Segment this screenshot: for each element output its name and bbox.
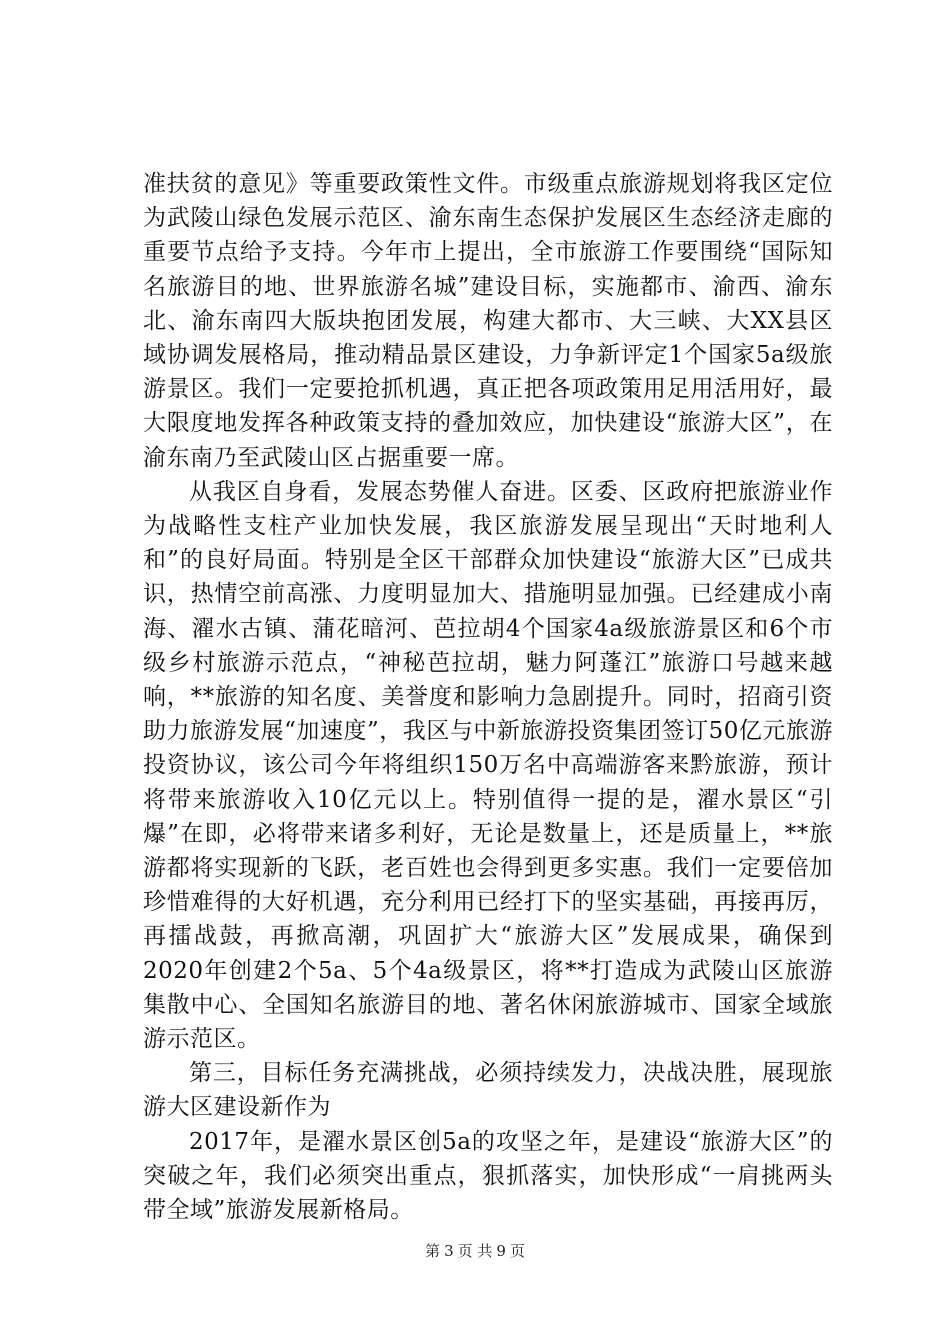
footer-page-suffix: 页	[509, 1242, 525, 1260]
paragraph-4: 2017年，是濯水景区创5a的攻坚之年，是建设“旅游大区”的突破之年，我们必须突出重点，狠抓落实，加快形成“一肩挑两头带全域”旅游发展新格局。	[143, 1128, 833, 1224]
paragraph-1: 准扶贫的意见》等重要政策性文件。市级重点旅游规划将我区定位为武陵山绿色发展示范区、渝东南生态保护发展区生态经济走廊的重要节点给予支持。今年市上提出，全市旅游工作要围绕“国际知名旅游目的地、世界旅游名城”建设目标，实施都市、渝西、渝东北、渝东南四大版块抱团发展，构建大都市、大三峡、大XX县区域协调发展格局，推动精品景区建设，力争新评定1个国家5a级旅游景区。我们一定要抢抓机遇，真正把各项政策用足用活用好，最大限度地发挥各种政策支持的叠加效应，加快建设“旅游大区”，在渝东南乃至武陵山区占据重要一席。	[143, 171, 833, 471]
page-footer	[0, 1240, 950, 1261]
footer-page-current: 3	[444, 1242, 454, 1260]
document-body	[143, 167, 833, 1227]
paragraph-3-heading: 第三，目标任务充满挑战，必须持续发力，决战决胜，展现旅游大区建设新作为	[143, 1060, 833, 1121]
footer-page-total: 9	[496, 1242, 506, 1260]
footer-page-prefix: 第	[425, 1242, 441, 1260]
footer-page-mid: 页 共	[457, 1242, 493, 1260]
paragraph-2: 从我区自身看，发展态势催人奋进。区委、区政府把旅游业作为战略性支柱产业加快发展，我区旅游发展呈现出“天时地利人和”的良好局面。特别是全区干部群众加快建设“旅游大区”已成共识，热情空前高涨、力度明显加大、措施明显加强。已经建成小南海、濯水古镇、蒲花暗河、芭拉胡4个国家4a级旅游景区和6个市级乡村旅游示范点，“神秘芭拉胡，魅力阿蓬江”旅游口号越来越响，**旅游的知名度、美誉度和影响力急剧提升。同时，招商引资助力旅游发展“加速度”，我区与中新旅游投资集团签订50亿元旅游投资协议，该公司今年将组织150万名中高端游客来黔旅游，预计将带来旅游收入10亿元以上。特别值得一提的是，濯水景区“引爆”在即，必将带来诸多利好，无论是数量上，还是质量上，**旅游都将实现新的飞跃，老百姓也会得到更多实惠。我们一定要倍加珍惜难得的大好机遇，充分利用已经打下的坚实基础，再接再厉，再擂战鼓，再掀高潮，巩固扩大“旅游大区”发展成果，确保到2020年创建2个5a、5个4a级景区，将**打造成为武陵山区旅游集散中心、全国知名旅游目的地、著名休闲旅游城市、国家全域旅游示范区。	[143, 478, 833, 1053]
